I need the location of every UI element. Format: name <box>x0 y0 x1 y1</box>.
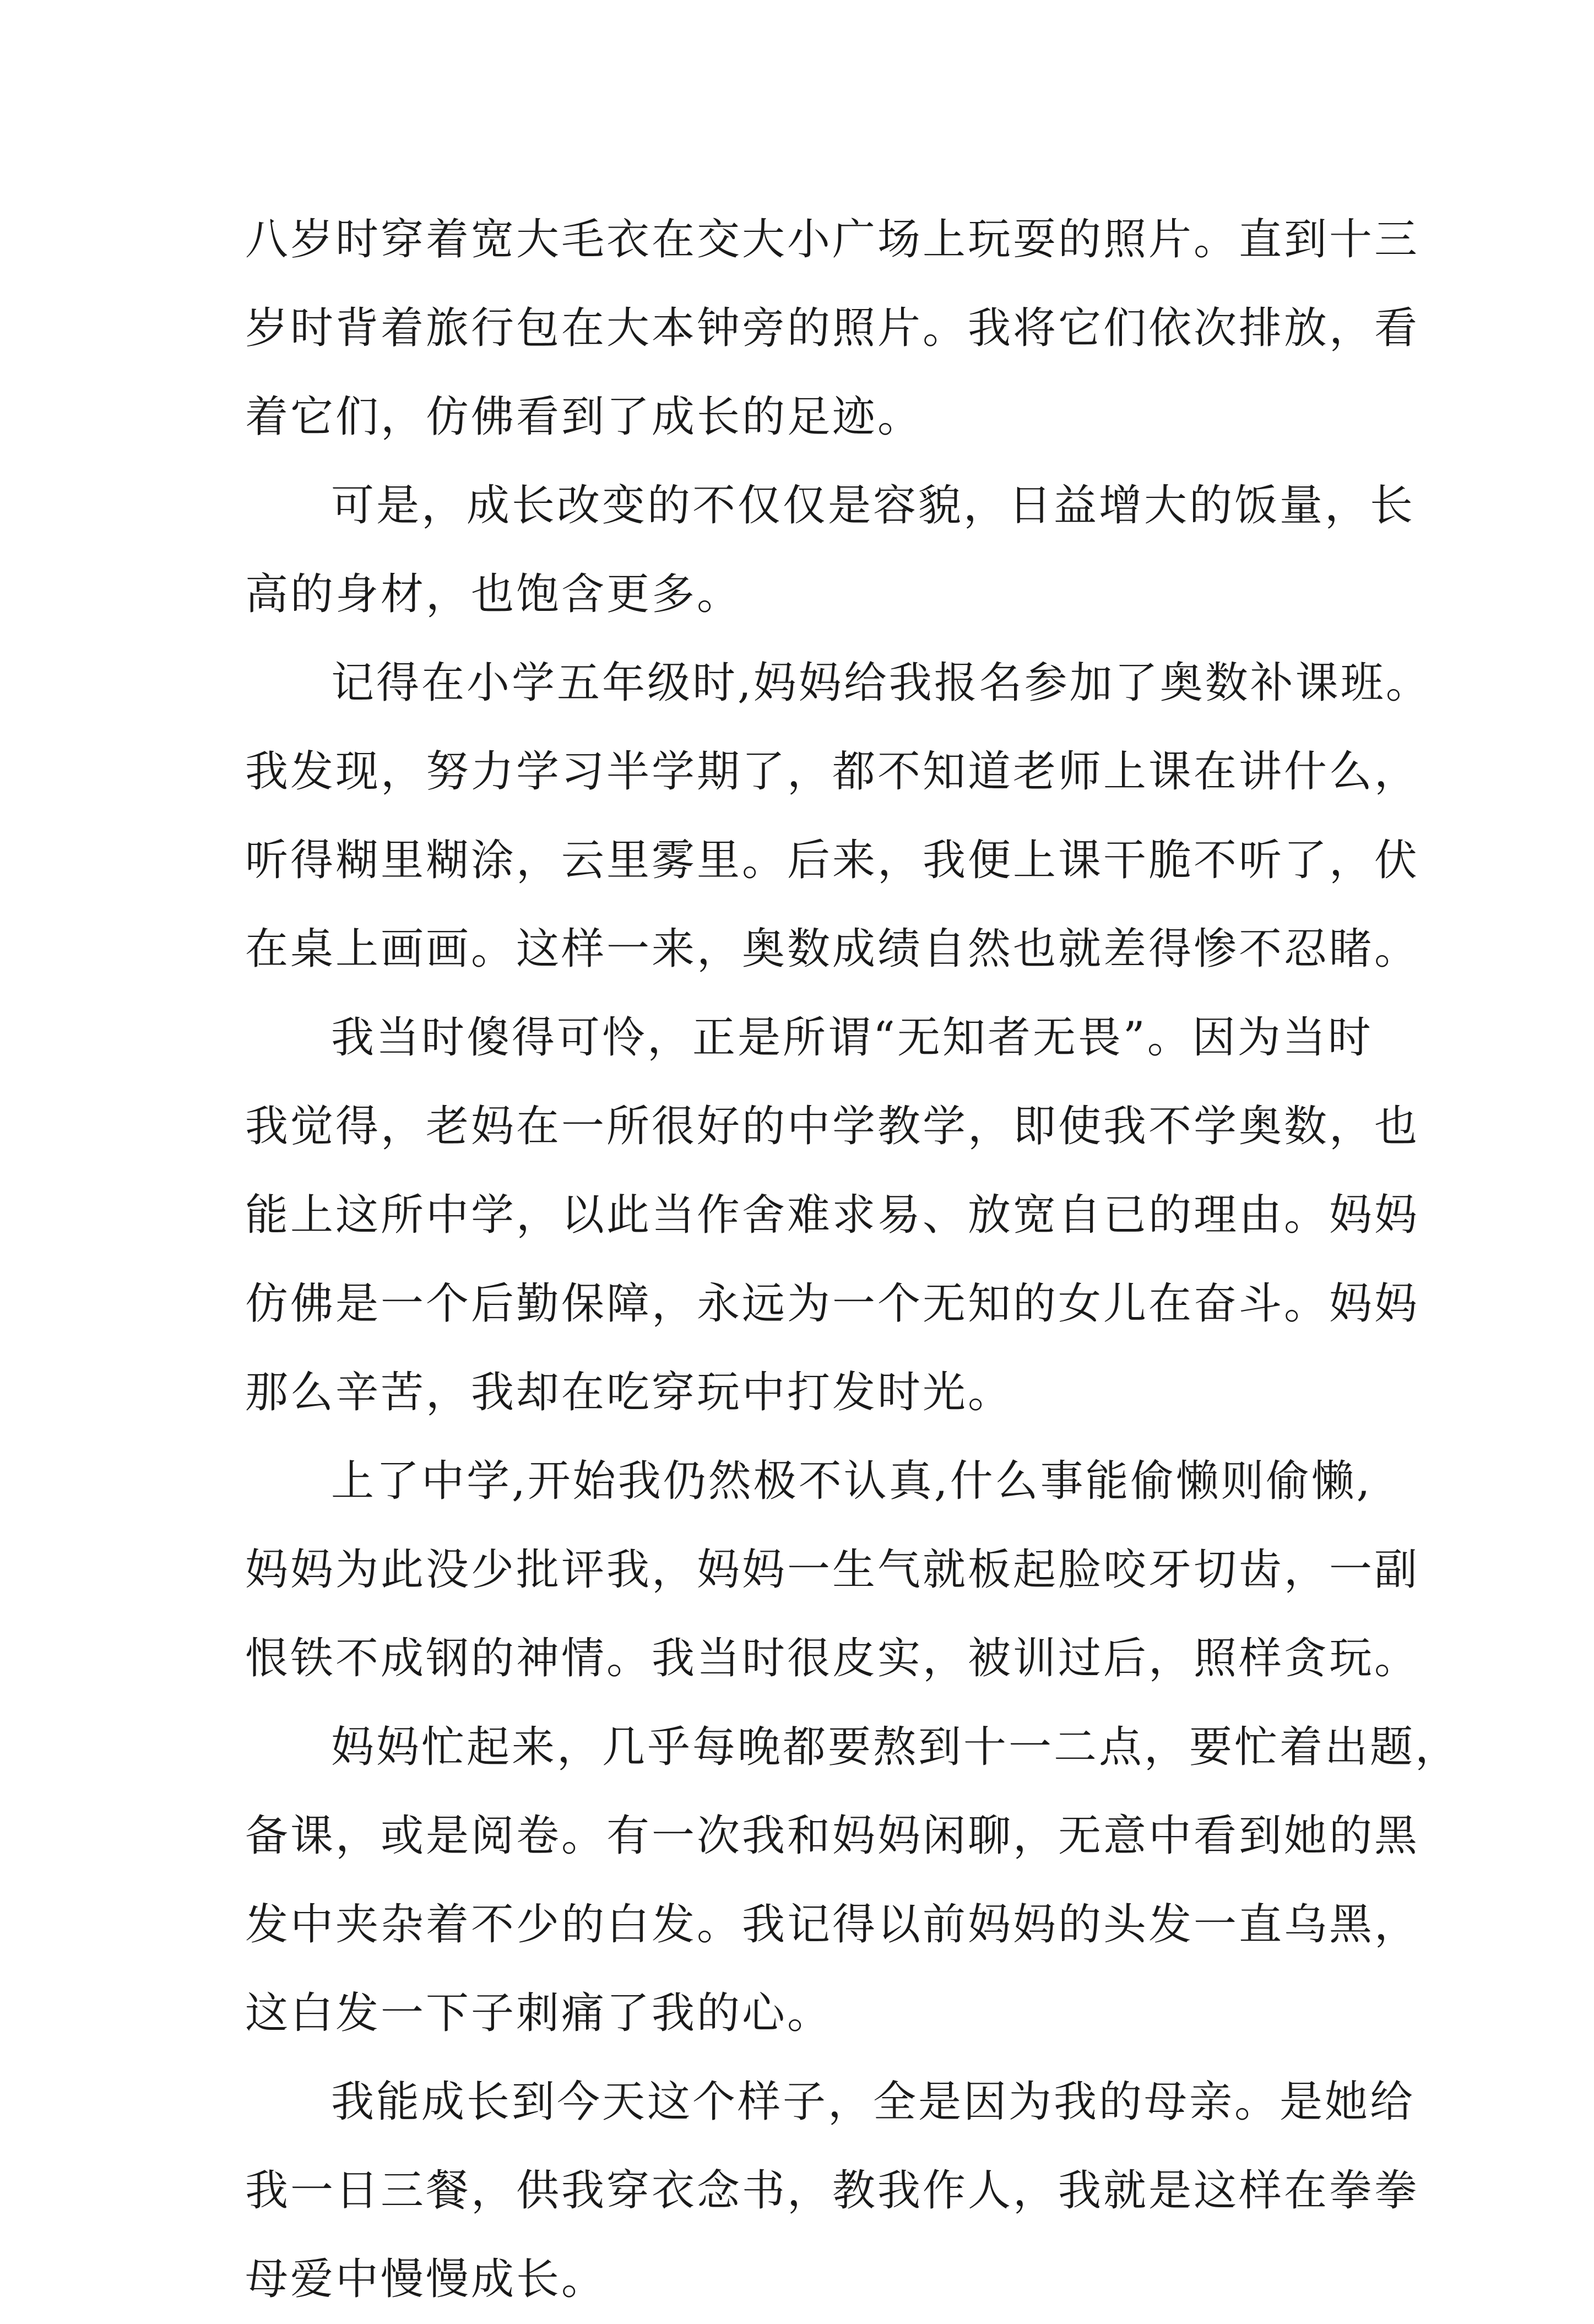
text-line: 听得糊里糊涂，云里雾里。后来，我便上课干脆不听了，伏 <box>245 836 1420 885</box>
text-line: 我觉得，老妈在一所很好的中学教学，即使我不学奥数，也 <box>245 1102 1420 1151</box>
text-line: 能上这所中学，以此当作舍难求易、放宽自已的理由。妈妈 <box>245 1190 1420 1240</box>
text-line: 仿佛是一个后勤保障，永远为一个无知的女儿在奋斗。妈妈 <box>245 1279 1420 1329</box>
text-line: 我发现，努力学习半学期了，都不知道老师上课在讲什么， <box>245 747 1420 797</box>
body-text <box>245 196 1461 2324</box>
text-line: 母爱中慢慢成长。 <box>245 2255 607 2304</box>
text-line: 上了中学,开始我仍然极不认真,什么事能偷懒则偷懒, <box>331 1456 1373 1506</box>
text-line: 备课，或是阅卷。有一次我和妈妈闲聊，无意中看到她的黑 <box>245 1811 1420 1861</box>
text-line: 我能成长到今天这个样子，全是因为我的母亲。是她给 <box>331 2077 1416 2127</box>
text-line: 妈妈忙起来，几乎每晚都要熬到十一二点，要忙着出题， <box>331 1722 1461 1772</box>
text-line: 恨铁不成钢的神情。我当时很皮实，被训过后，照样贪玩。 <box>245 1634 1420 1683</box>
text-line: 妈妈为此没少批评我，妈妈一生气就板起脸咬牙切齿，一副 <box>245 1545 1420 1595</box>
text-line: 八岁时穿着宽大毛衣在交大小广场上玩耍的照片。直到十三 <box>245 215 1420 264</box>
text-line: 记得在小学五年级时,妈妈给我报名参加了奥数补课班。 <box>331 658 1431 708</box>
text-line: 可是，成长改变的不仅仅是容貌，日益增大的饭量，长 <box>331 481 1416 530</box>
text-line: 那么辛苦，我却在吃穿玩中打发时光。 <box>245 1368 1013 1417</box>
text-line: 在桌上画画。这样一来，奥数成绩自然也就差得惨不忍睹。 <box>245 924 1420 974</box>
text-line: 岁时背着旅行包在大本钟旁的照片。我将它们依次排放，看 <box>245 304 1420 353</box>
text-line: 这白发一下子刺痛了我的心。 <box>245 1989 833 2038</box>
text-line: 高的身材，也饱含更多。 <box>245 570 742 619</box>
text-line: 我一日三餐，供我穿衣念书，教我作人，我就是这样在拳拳 <box>245 2166 1420 2215</box>
text-line: 我当时傻得可怜，正是所谓“无知者无畏”。因为当时 <box>331 1013 1373 1063</box>
text-line: 发中夹杂着不少的白发。我记得以前妈妈的头发一直乌黑， <box>245 1900 1420 1949</box>
text-line: 着它们，仿佛看到了成长的足迹。 <box>245 392 923 442</box>
